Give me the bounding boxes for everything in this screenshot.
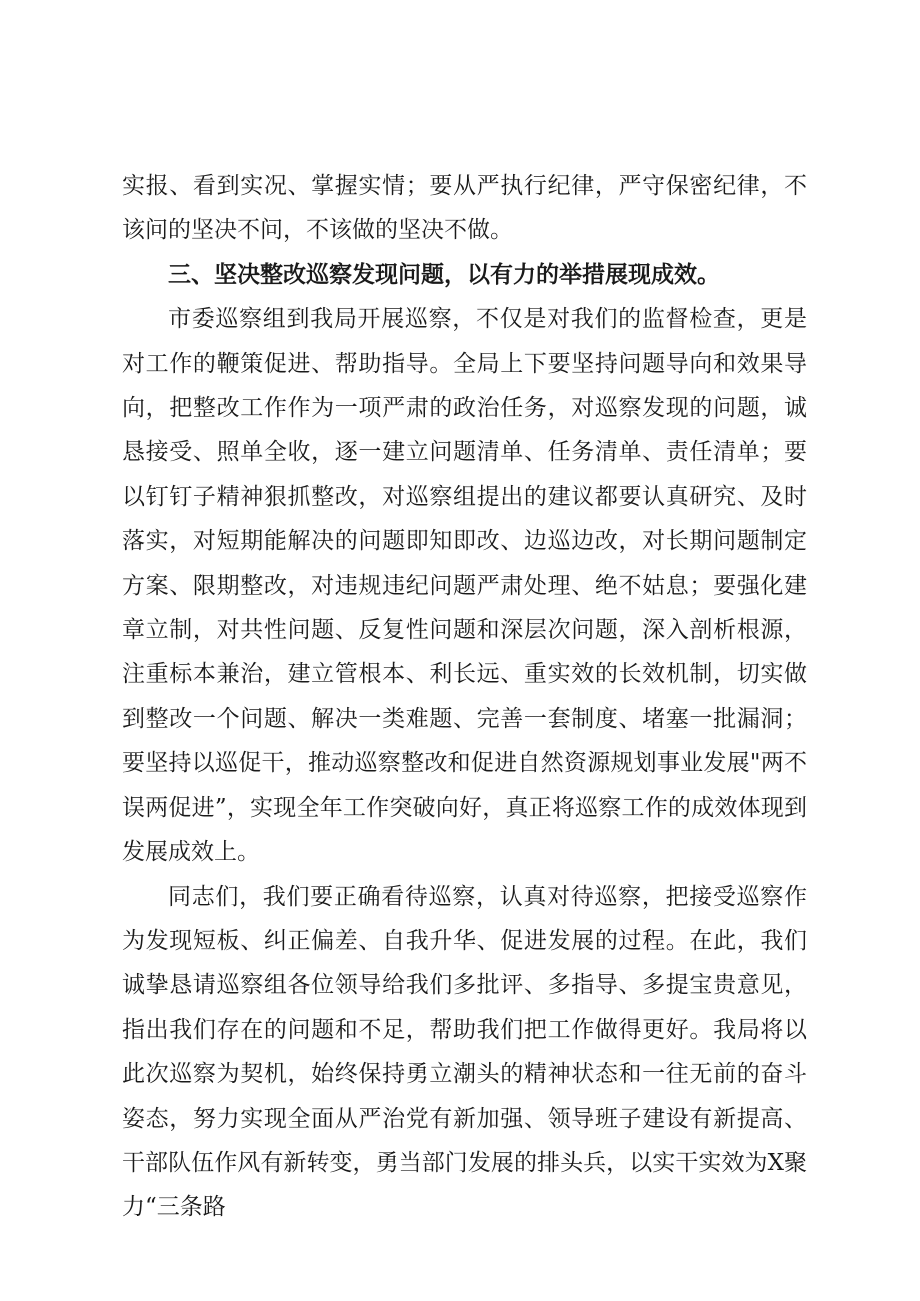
paragraph-body: 同志们，我们要正确看待巡察，认真对待巡察，把接受巡察作为发现短板、纠正偏差、自我升华、促进发展的过程。在此，我们诚挚恳请巡察组各位领导给我们多批评、多指导、多提宝贵意见，指出我们存在的问题和不足，帮助我们把工作做得更好。我局将以此次巡察为契机，始终保持勇立潮头的精神状态和一往无前的奋斗姿态，努力实现全面从严治党有新加强、领导班子建设有新提高、干部队伍作风有新转变，勇当部门发展的排头兵，以实干实效为X聚力“三条路 xyxy=(122,883,807,1221)
paragraph-body: 市委巡察组到我局开展巡察，不仅是对我们的监督检查，更是对工作的鞭策促进、帮助指导。全局上下要坚持问题导向和效果导向，把整改工作作为一项严肃的政治任务，对巡察发现的问题，诚恳接受、照单全收，逐一建立问题清单、任务清单、责任清单；要以钉钉子精神狠抓整改，对巡察组提出的建议都要认真研究、及时落实，对短期能解决的问题即知即改、边巡边改，对长期问题制定方案、限期整改，对违规违纪问题严肃处理、绝不姑息；要强化建章立制，对共性问题、反复性问题和深层次问题，深入剖析根源，注重标本兼治，建立管根本、利长远、重实效的长效机制，切实做到整改一个问题、解决一类难题、完善一套制度、堵塞一批漏洞；要坚持以巡促干，推动巡察整改和促进自然资源规划事业发展"两不误两促进”，实现全年工作突破向好，真正将巡察工作的成效体现到发展成效上。 xyxy=(122,306,807,866)
document-body xyxy=(122,164,807,1230)
section-heading: 三、坚决整改巡察发现问题，以有力的举措展现成效。 xyxy=(168,261,720,288)
paragraph-continuation: 实报、看到实况、掌握实情；要从严执行纪律，严守保密纪律，不该问的坚决不问，不该做的坚决不做。 xyxy=(122,173,807,244)
